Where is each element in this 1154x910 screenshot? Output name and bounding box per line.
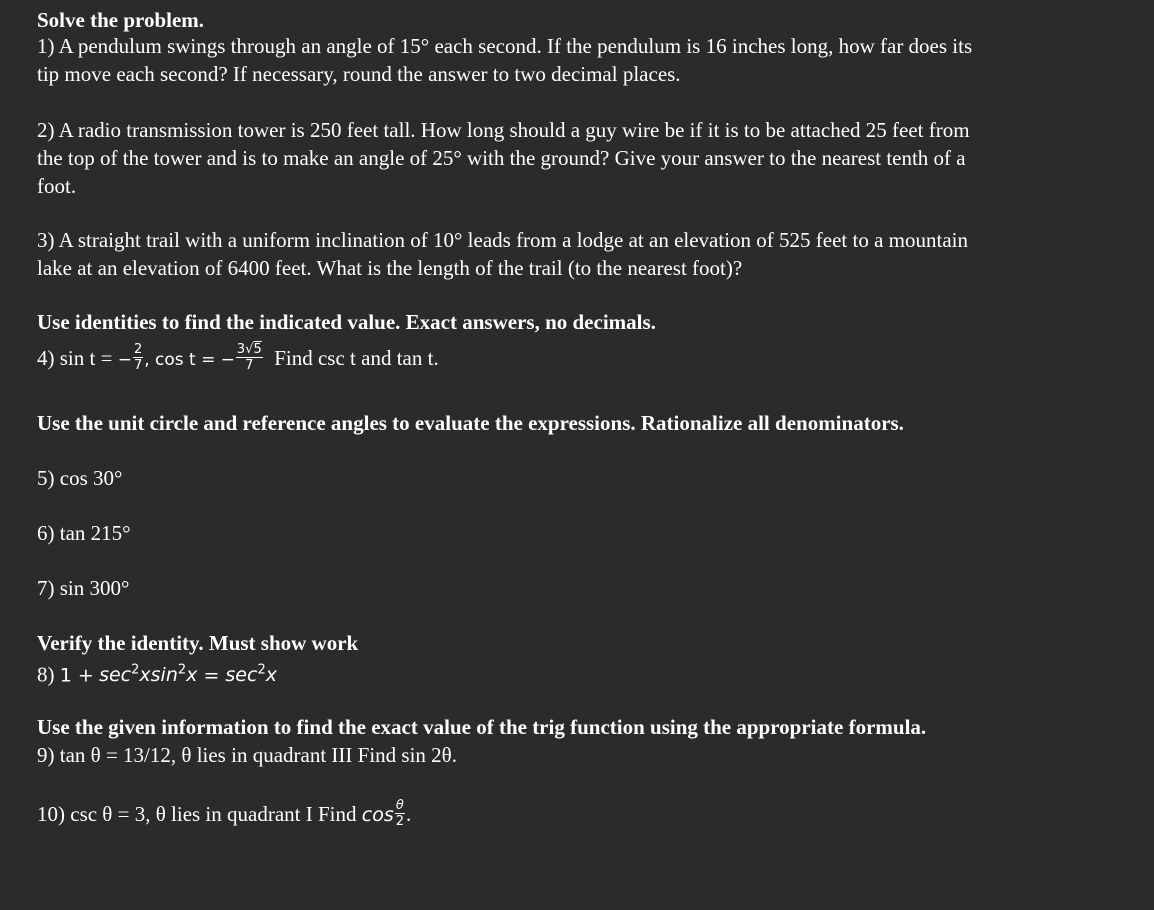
problem-1-line-2: tip move each second? If necessary, round the answer to two decimal places. — [37, 62, 681, 86]
section-heading-unit-circle: Use the unit circle and reference angles to evaluate the expressions. Rationalize all denominators. — [37, 411, 904, 435]
sin-term: sin — [150, 664, 178, 687]
period: . — [406, 802, 412, 826]
variable-x: x — [265, 664, 277, 687]
problem-3-line-1: 3) A straight trail with a uniform inclination of 10° leads from a lodge at an elevation of 525 feet to a mountain — [37, 228, 968, 252]
exponent: 2 — [177, 663, 187, 678]
exponent: 2 — [131, 663, 140, 678]
fraction-numerator: 2 — [133, 341, 143, 357]
problem-4 — [37, 341, 1127, 376]
section-heading-verify: Verify the identity. Must show work — [37, 631, 359, 655]
fraction-denominator: 7 — [133, 357, 143, 373]
minus-sign: − — [117, 350, 132, 370]
fraction-numerator: 3√5 — [236, 341, 262, 357]
problem-2-line-3: foot. — [37, 174, 77, 198]
variable-x: x — [139, 664, 151, 687]
problem-1-line-1: 1) A pendulum swings through an angle of 15° each second. If the pendulum is 16 inches long, how far does its — [37, 34, 973, 58]
sec-term: sec — [225, 664, 258, 687]
problem-2 — [37, 116, 1127, 200]
problem-8 — [37, 657, 1127, 689]
problem-5: 5) cos 30° — [37, 466, 123, 490]
minus-sign: − — [220, 350, 235, 370]
radicand: 5 — [253, 341, 262, 357]
problem-2-line-1: 2) A radio transmission tower is 250 feet tall. How long should a guy wire be if it is to be attached 25 feet from — [37, 118, 970, 142]
fraction-sin — [133, 342, 143, 373]
coefficient: 3 — [236, 341, 246, 357]
problem-4-label: 4) sin t = — [37, 346, 113, 370]
fraction-denominator: 7 — [245, 357, 254, 373]
problem-10-text: 10) csc θ = 3, θ lies in quadrant I Find — [37, 802, 357, 826]
problem-3-line-2: lake at an elevation of 6400 feet. What is the length of the trail (to the nearest foot)? — [37, 256, 743, 280]
comma: , — [144, 350, 150, 370]
problem-3 — [37, 226, 1127, 282]
section-heading-solve: Solve the problem. — [37, 8, 205, 32]
fraction-numerator: θ — [395, 797, 404, 813]
problem-6: 6) tan 215° — [37, 521, 131, 545]
section-heading-identities: Use identities to find the indicated value. Exact answers, no decimals. — [37, 310, 656, 334]
equals-sign: = — [197, 664, 226, 687]
problem-4-instruction: Find csc t and tan t. — [274, 346, 439, 370]
exponent: 2 — [257, 663, 266, 678]
fraction-denominator: 2 — [395, 813, 405, 829]
identity-rhs — [225, 664, 277, 686]
identity-one-plus: 1 + — [59, 664, 94, 687]
problem-1 — [37, 32, 1127, 88]
cos-term: cos — [361, 804, 394, 826]
fraction-cos — [236, 342, 263, 373]
identity-lhs — [99, 664, 197, 686]
fraction-half-angle — [395, 798, 405, 829]
section-heading-formulas: Use the given information to find the exact value of the trig function using the appropriate formula. — [37, 715, 927, 739]
variable-x: x — [186, 664, 198, 687]
problem-7: 7) sin 300° — [37, 576, 130, 600]
problem-8-label: 8) — [37, 662, 55, 687]
sec-term: sec — [99, 664, 132, 687]
cos-label: cos t = — [149, 350, 216, 370]
problem-9: 9) tan θ = 13/12, θ lies in quadrant III Find sin 2θ. — [37, 743, 457, 767]
problem-2-line-2: the top of the tower and is to make an angle of 25° with the ground? Give your answer to the nearest tenth of a — [37, 146, 966, 170]
problem-10 — [37, 797, 1127, 832]
